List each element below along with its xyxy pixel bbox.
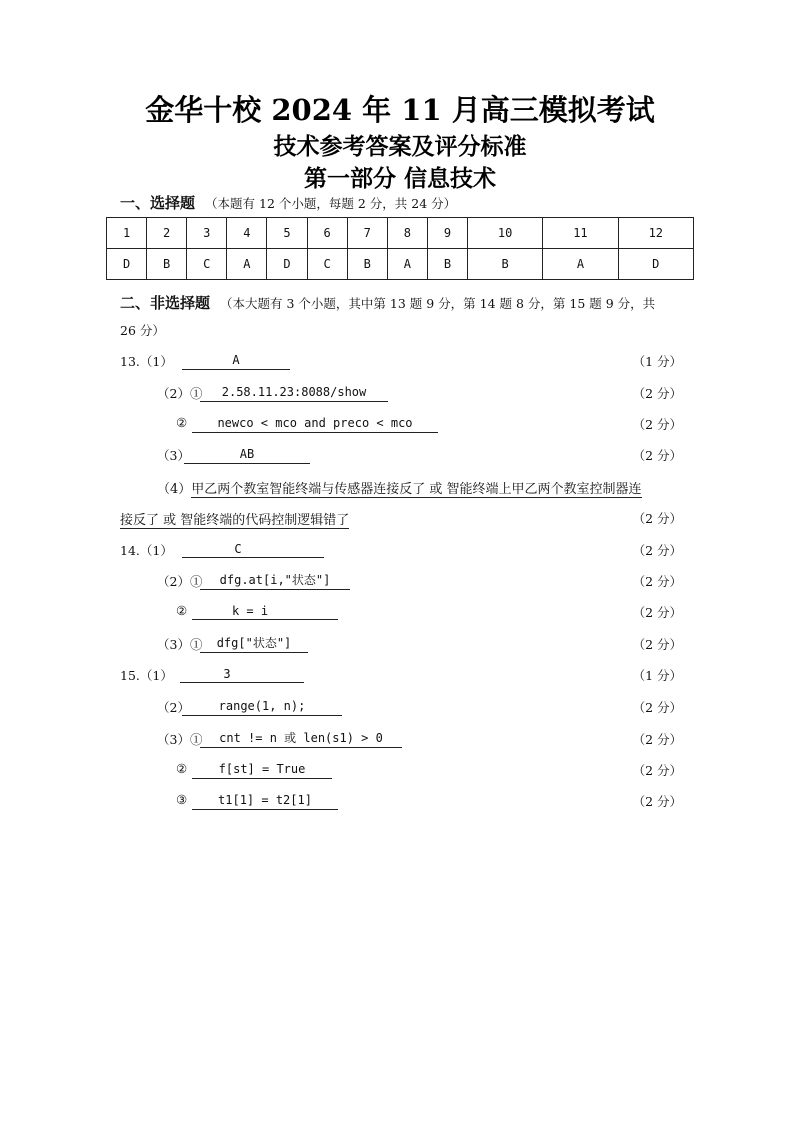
table-number-cell: 2 <box>147 218 187 249</box>
table-number-cell: 12 <box>618 218 693 249</box>
table-answer-cell: A <box>543 249 618 280</box>
q14-p2a-score: （2 分） <box>632 574 682 589</box>
q13-p2b-answer: newco < mco and preco < mco <box>192 415 438 433</box>
q14-p1-label: 14.（1） <box>120 543 173 558</box>
q14-p3-answer: dfg["状态"] <box>200 635 308 653</box>
table-answer-cell: A <box>387 249 427 280</box>
table-answer-cell: B <box>427 249 467 280</box>
table-number-cell: 7 <box>347 218 387 249</box>
table-number-cell: 10 <box>467 218 542 249</box>
q15-part2 <box>0 698 800 718</box>
q13-p2b-label: ② <box>176 415 188 430</box>
table-answer-cell: B <box>347 249 387 280</box>
q13-p2a-score: （2 分） <box>632 386 682 401</box>
q15-part3c <box>0 792 800 812</box>
q14-p2a-label: （2）① <box>157 574 203 589</box>
q13-p1-label: 13.（1） <box>120 354 173 369</box>
q15-p2-label: （2） <box>157 700 190 715</box>
q15-part3b <box>0 761 800 781</box>
section2-note: （本大题有 3 个小题，其中第 13 题 9 分，第 14 题 8 分，第 15 题 9 分，共 <box>220 296 656 311</box>
answer-table-answer-row <box>107 249 694 280</box>
table-answer-cell: D <box>267 249 307 280</box>
table-answer-cell: D <box>618 249 693 280</box>
table-number-cell: 4 <box>227 218 267 249</box>
q14-p2b-answer: k = i <box>192 603 338 620</box>
q13-part2a <box>0 384 800 404</box>
table-number-cell: 5 <box>267 218 307 249</box>
q13-part3 <box>0 446 800 466</box>
table-answer-cell: A <box>227 249 267 280</box>
q13-part2b <box>0 415 800 435</box>
q13-p2b-score: （2 分） <box>632 417 682 432</box>
q15-p3a-label: （3）① <box>157 732 203 747</box>
section1-note: （本题有 12 个小题，每题 2 分，共 24 分） <box>205 196 457 211</box>
q13-p2a-label: （2）① <box>157 386 203 401</box>
q13-p4-answer-line1: 甲乙两个教室智能终端与传感器连接反了 或 智能终端上甲乙两个教室控制器连 <box>191 482 642 497</box>
q14-p2b-score: （2 分） <box>632 605 682 620</box>
q13-p4-label: （4） <box>157 482 192 497</box>
table-number-cell: 11 <box>543 218 618 249</box>
part-title: 第一部分 信息技术 <box>303 165 496 192</box>
q15-p3c-answer: t1[1] = t2[1] <box>192 792 338 810</box>
q13-part4-line1 <box>157 478 642 497</box>
table-number-cell: 8 <box>387 218 427 249</box>
exam-subtitle: 技术参考答案及评分标准 <box>273 133 527 160</box>
q14-p1-score: （2 分） <box>632 543 682 558</box>
section2-heading: 二、非选择题 <box>120 294 211 312</box>
section1-heading: 一、选择题 <box>120 194 196 212</box>
q15-part3a <box>0 730 800 750</box>
table-number-cell: 1 <box>107 218 147 249</box>
q15-p3b-score: （2 分） <box>632 763 682 778</box>
q13-part1 <box>0 352 800 372</box>
q15-p1-label: 15.（1） <box>120 668 173 683</box>
q14-part2a <box>0 572 800 592</box>
q15-p1-score: （1 分） <box>632 668 682 683</box>
exam-title: 金华十校 2024 年 11 月高三模拟考试 <box>145 93 655 127</box>
answer-table-number-row <box>107 218 694 249</box>
q14-part3 <box>0 635 800 655</box>
q15-p3c-score: （2 分） <box>632 794 682 809</box>
q14-p2b-label: ② <box>176 603 188 618</box>
section1-header <box>120 192 456 213</box>
q15-p3a-answer: cnt != n 或 len(s1) > 0 <box>200 730 402 748</box>
table-number-cell: 3 <box>187 218 227 249</box>
q15-p3a-score: （2 分） <box>632 732 682 747</box>
q14-p3-score: （2 分） <box>632 637 682 652</box>
table-answer-cell: B <box>467 249 542 280</box>
q14-p1-answer: C <box>182 541 324 558</box>
table-answer-cell: B <box>147 249 187 280</box>
q13-p1-score: （1 分） <box>632 354 682 369</box>
q15-part1 <box>0 666 800 686</box>
q13-p2a-answer: 2.58.11.23:8088/show <box>200 384 388 402</box>
q15-p3c-label: ③ <box>176 792 188 807</box>
q14-part2b <box>0 603 800 623</box>
table-number-cell: 6 <box>307 218 347 249</box>
q15-p2-score: （2 分） <box>632 700 682 715</box>
answer-table <box>106 217 694 280</box>
q14-p2a-answer: dfg.at[i,"状态"] <box>200 572 350 590</box>
q13-p3-label: （3） <box>157 448 190 463</box>
q15-p3b-label: ② <box>176 761 188 776</box>
table-number-cell: 9 <box>427 218 467 249</box>
q13-p1-answer: A <box>182 352 290 370</box>
q15-p1-answer: 3 <box>180 666 304 683</box>
q15-p2-answer: range(1, n); <box>182 698 342 716</box>
q13-p3-answer: AB <box>184 446 310 464</box>
q14-part1 <box>0 541 800 561</box>
q13-p4-score: （2 分） <box>632 511 682 526</box>
table-answer-cell: C <box>187 249 227 280</box>
q13-p4-answer-line2: 接反了 或 智能终端的代码控制逻辑错了 <box>120 509 349 529</box>
q14-p3-label: （3）① <box>157 637 203 652</box>
section2-note-cont: 26 分） <box>120 323 165 338</box>
q13-part4-line2 <box>0 509 800 529</box>
q15-p3b-answer: f[st] = True <box>192 761 332 779</box>
table-answer-cell: C <box>307 249 347 280</box>
section2-header <box>120 292 655 313</box>
q13-p3-score: （2 分） <box>632 448 682 463</box>
table-answer-cell: D <box>107 249 147 280</box>
